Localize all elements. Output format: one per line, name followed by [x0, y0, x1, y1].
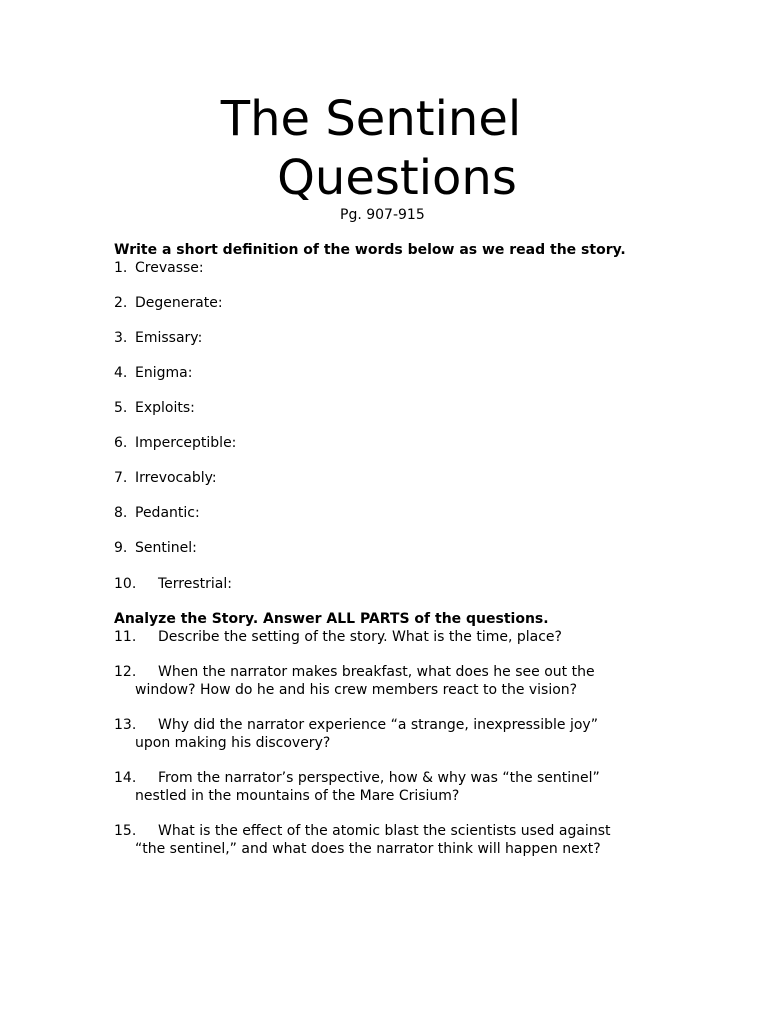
vocab-word: Emissary: — [135, 330, 203, 346]
question-text-line-2: nestled in the mountains of the Mare Crisium? — [135, 788, 460, 804]
question-text-line-2: upon making his discovery? — [135, 735, 331, 751]
vocab-number: 5. — [114, 400, 128, 416]
vocab-number: 2. — [114, 295, 128, 311]
vocab-number: 1. — [114, 260, 128, 276]
question-item — [114, 716, 654, 752]
page-title-line-1: The Sentinel — [220, 91, 522, 147]
question-item — [114, 663, 654, 699]
question-number: 15. — [114, 823, 137, 839]
question-text-line-1: Describe the setting of the story. What is the time, place? — [158, 629, 562, 645]
question-number: 11. — [114, 629, 137, 645]
question-text-line-1: Why did the narrator experience “a strange, inexpressible joy” — [158, 717, 598, 733]
vocab-word: Imperceptible: — [135, 435, 237, 451]
vocab-item — [114, 259, 204, 277]
vocab-item — [114, 504, 200, 522]
question-number: 14. — [114, 770, 137, 786]
vocab-item — [114, 434, 236, 452]
vocab-item — [114, 399, 195, 417]
vocab-number: 8. — [114, 505, 128, 521]
vocab-word: Terrestrial: — [158, 576, 232, 592]
page-range: Pg. 907-915 — [340, 207, 425, 223]
vocab-word: Sentinel: — [135, 540, 197, 556]
vocab-word: Irrevocably: — [135, 470, 217, 486]
vocab-item — [114, 539, 197, 557]
vocab-number: 7. — [114, 470, 128, 486]
vocab-instructions: Write a short definition of the words below as we read the story. — [114, 242, 626, 258]
vocab-number: 3. — [114, 330, 128, 346]
vocab-word: Exploits: — [135, 400, 195, 416]
vocab-item — [114, 575, 232, 593]
question-item — [114, 628, 654, 646]
vocab-number: 6. — [114, 435, 128, 451]
vocab-item — [114, 329, 202, 347]
page-title-line-2: Questions — [277, 150, 517, 206]
question-text-line-1: When the narrator makes breakfast, what does he see out the — [158, 664, 595, 680]
vocab-item — [114, 469, 217, 487]
question-number: 13. — [114, 717, 137, 733]
vocab-number: 10. — [114, 576, 137, 592]
question-number: 12. — [114, 664, 137, 680]
vocab-item — [114, 364, 192, 382]
question-item — [114, 822, 654, 858]
vocab-number: 4. — [114, 365, 128, 381]
vocab-word: Enigma: — [135, 365, 193, 381]
vocab-item — [114, 294, 223, 312]
vocab-word: Crevasse: — [135, 260, 204, 276]
analysis-instructions: Analyze the Story. Answer ALL PARTS of the questions. — [114, 611, 549, 627]
vocab-word: Degenerate: — [135, 295, 223, 311]
question-text-line-2: “the sentinel,” and what does the narrator think will happen next? — [135, 841, 601, 857]
question-text-line-1: What is the effect of the atomic blast the scientists used against — [158, 823, 611, 839]
question-text-line-1: From the narrator’s perspective, how & why was “the sentinel” — [158, 770, 600, 786]
vocab-number: 9. — [114, 540, 128, 556]
vocab-word: Pedantic: — [135, 505, 200, 521]
question-item — [114, 769, 654, 805]
question-text-line-2: window? How do he and his crew members react to the vision? — [135, 682, 578, 698]
